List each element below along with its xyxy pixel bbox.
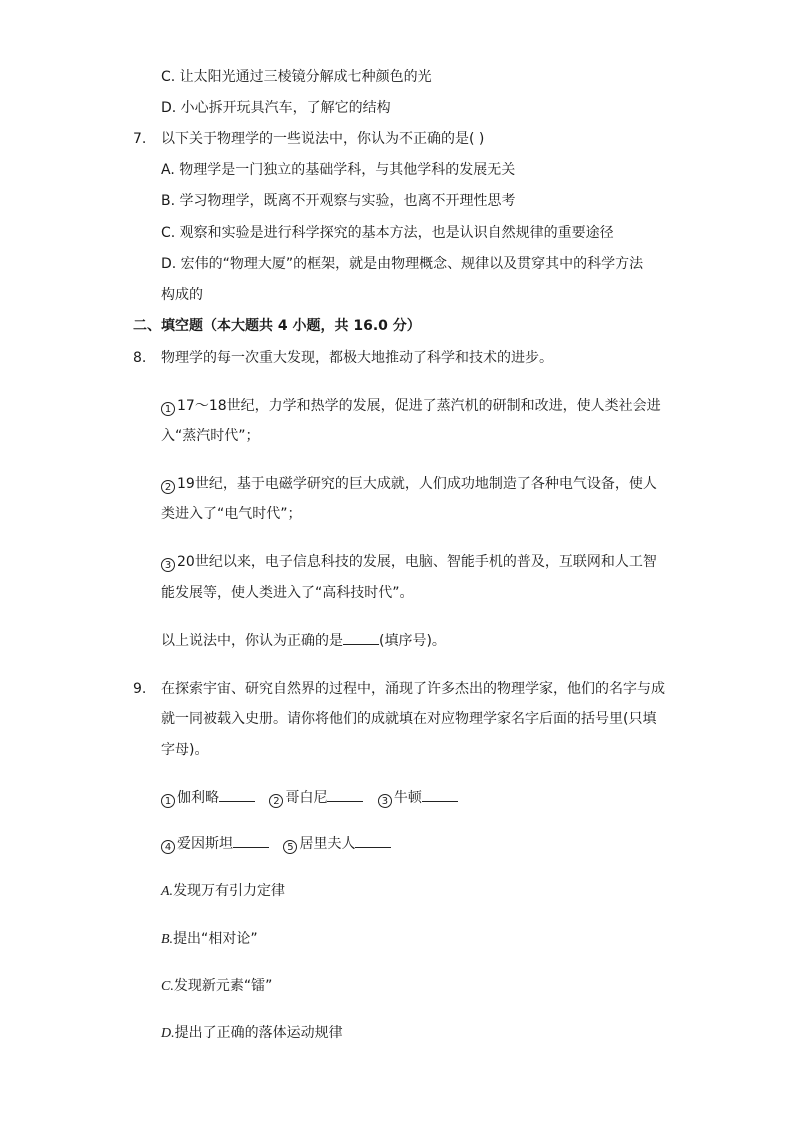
q9-scientists-row1 xyxy=(161,789,458,808)
q8-statement-3-text: 20世纪以来，电子信息科技的发展，电脑、智能手机的普及，互联网和人工智 xyxy=(177,554,657,570)
achievement-b-letter: B. xyxy=(161,932,174,947)
circled-number-3: 3 xyxy=(161,558,175,572)
circled-number-3: 3 xyxy=(378,794,392,808)
q8-stem: 物理学的每一次重大发现，都极大地推动了科学和技术的进步。 xyxy=(161,350,553,366)
q7-option-d-line2[interactable]: 构成的 xyxy=(161,287,203,303)
q9-stem-line2: 就一同被载入史册。请你将他们的成就填在对应物理学家名字后面的括号里(只填 xyxy=(161,711,657,727)
q9-scientists-row2 xyxy=(161,835,391,854)
achievement-c-text: 发现新元素“镭” xyxy=(173,978,273,994)
q9-stem-line3: 字母)。 xyxy=(161,742,209,758)
scientist-curie: 居里夫人 xyxy=(299,836,356,852)
circled-number-4: 4 xyxy=(161,840,175,854)
q9-achievement-c xyxy=(161,977,272,996)
blank-curie[interactable] xyxy=(355,835,391,848)
scientist-newton: 牛顿 xyxy=(393,790,422,806)
q8-answer-prompt: 以上说法中，你认为正确的是 xyxy=(161,633,343,649)
achievement-d-letter: D. xyxy=(161,1026,175,1041)
achievement-c-letter: C. xyxy=(161,979,174,994)
q8-number: 8. xyxy=(133,350,147,366)
q8-statement-1-line2: 入“蒸汽时代”； xyxy=(161,428,260,444)
circled-number-1: 1 xyxy=(161,794,175,808)
q9-achievement-d xyxy=(161,1024,343,1043)
q9-achievement-a xyxy=(161,882,285,901)
circled-number-5: 5 xyxy=(283,840,297,854)
scientist-copernicus: 哥白尼 xyxy=(285,790,328,806)
blank-copernicus[interactable] xyxy=(327,789,363,802)
q8-statement-2-line1 xyxy=(161,475,657,494)
q7-stem: 以下关于物理学的一些说法中，你认为不正确的是( ) xyxy=(161,131,485,147)
scientist-einstein: 爱因斯坦 xyxy=(177,836,233,852)
q8-statement-1-text: 17～18世纪，力学和热学的发展，促进了蒸汽机的研制和改进，使人类社会进 xyxy=(177,398,661,414)
q8-statement-1-line1 xyxy=(161,397,661,416)
q9-number: 9. xyxy=(133,681,147,697)
q8-statement-3-line1 xyxy=(161,553,657,572)
q8-answer-line xyxy=(161,632,446,650)
q9-achievement-b xyxy=(161,930,258,949)
blank-galileo[interactable] xyxy=(219,789,255,802)
section-title-fill-in: 二、填空题（本大题共 4 小题，共 16.0 分） xyxy=(133,318,421,334)
q7-option-c[interactable]: C. 观察和实验是进行科学探究的基本方法，也是认识自然规律的重要途径 xyxy=(161,225,614,241)
q7-option-d-line1[interactable]: D. 宏伟的“物理大厦”的框架，就是由物理概念、规律以及贯穿其中的科学方法 xyxy=(161,256,644,272)
achievement-d-text: 提出了正确的落体运动规律 xyxy=(174,1025,343,1041)
blank-newton[interactable] xyxy=(422,789,458,802)
q8-statement-2-text: 19世纪，基于电磁学研究的巨大成就，人们成功地制造了各种电气设备，使人 xyxy=(177,476,657,492)
achievement-a-letter: A. xyxy=(161,884,174,899)
q8-statement-2-line2: 类进入了“电气时代”； xyxy=(161,506,302,522)
achievement-b-text: 提出“相对论” xyxy=(173,931,258,947)
q9-stem-line1: 在探索宇宙、研究自然界的过程中，涌现了许多杰出的物理学家，他们的名字与成 xyxy=(161,681,665,697)
circled-number-2: 2 xyxy=(161,480,175,494)
q8-answer-blank[interactable] xyxy=(343,632,379,645)
q7-number: 7. xyxy=(133,131,147,147)
q6-option-c[interactable]: C. 让太阳光通过三棱镜分解成七种颜色的光 xyxy=(161,69,432,85)
achievement-a-text: 发现万有引力定律 xyxy=(173,883,286,899)
circled-number-2: 2 xyxy=(269,794,283,808)
circled-number-1: 1 xyxy=(161,402,175,416)
q7-option-b[interactable]: B. 学习物理学，既离不开观察与实验，也离不开理性思考 xyxy=(161,193,516,209)
q8-statement-3-line2: 能发展等，使人类进入了“高科技时代”。 xyxy=(161,585,414,601)
scientist-galileo: 伽利略 xyxy=(177,790,219,806)
q8-answer-suffix: (填序号)。 xyxy=(379,633,446,649)
blank-einstein[interactable] xyxy=(233,835,269,848)
q6-option-d[interactable]: D. 小心拆开玩具汽车，了解它的结构 xyxy=(161,100,391,116)
q7-option-a[interactable]: A. 物理学是一门独立的基础学科，与其他学科的发展无关 xyxy=(161,162,516,178)
